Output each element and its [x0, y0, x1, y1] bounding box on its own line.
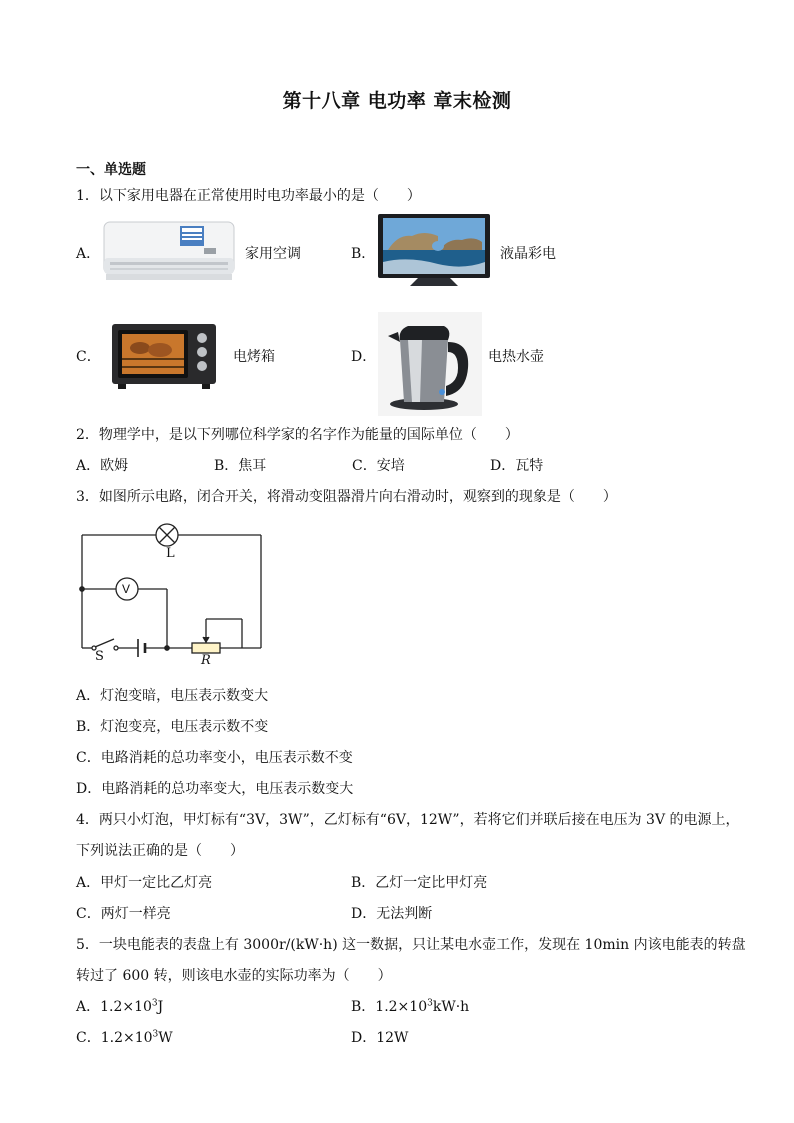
circuit-diagram	[74, 518, 274, 670]
q4-option-c: C．两灯一样亮	[76, 906, 171, 922]
q2-stem: 2．物理学中，是以下列哪位科学家的名字作为能量的国际单位（ ）	[76, 427, 519, 443]
q4-option-a: A．甲灯一定比乙灯亮	[76, 875, 213, 891]
q1-option-a-text: 家用空调	[245, 246, 301, 262]
page-title: 第十八章 电功率 章末检测	[282, 90, 512, 112]
q1-option-a-label: A．	[76, 246, 101, 262]
q4-option-b: B．乙灯一定比甲灯亮	[351, 875, 488, 891]
q2-option-a: A．欧姆	[76, 458, 129, 474]
q1-option-b-text: 液晶彩电	[500, 246, 556, 262]
electric-kettle-image	[378, 312, 482, 416]
lamp-label: L	[166, 546, 175, 561]
q5-stem-line1: 5．一块电能表的表盘上有 3000r/(kW·h) 这一数据，只让某电水壶工作，发现在 10min 内该电能表的转盘	[76, 937, 746, 953]
rheostat-label: R	[201, 653, 211, 668]
air-conditioner-image	[102, 218, 238, 284]
q5-option-b: B．$1.2\times 10^3kW\cdot h$	[351, 998, 470, 1015]
q4-stem-line2: 下列说法正确的是（ ）	[76, 843, 244, 859]
lamp-symbol	[156, 524, 178, 546]
q3-option-a: A．灯泡变暗，电压表示数变大	[76, 688, 269, 704]
q3-option-b: B．灯泡变亮，电压表示数不变	[76, 719, 269, 735]
q1-option-b-label: B．	[351, 246, 376, 262]
q2-option-c: C．安培	[352, 458, 405, 474]
q1-option-c-label: C．	[76, 349, 101, 365]
q1-option-d-label: D．	[351, 349, 377, 365]
q3-option-c: C．电路消耗的总功率变小，电压表示数不变	[76, 750, 353, 766]
electric-oven-image	[112, 322, 216, 390]
q4-stem-line1: 4．两只小灯泡，甲灯标有“3V，3W”，乙灯标有“6V，12W”，若将它们并联后接在电压为 3V 的电源上，	[76, 812, 740, 828]
q5-option-c: C．$1.2\times 10^3W$	[76, 1029, 173, 1046]
q2-option-b: B．焦耳	[214, 458, 267, 474]
q2-option-d: D．瓦特	[490, 458, 544, 474]
q1-stem: 1．以下家用电器在正常使用时电功率最小的是（ ）	[76, 188, 421, 204]
lcd-tv-image	[378, 212, 490, 290]
voltmeter-label: V	[122, 582, 131, 596]
q5-option-a: A．$1.2\times 10^3J$	[76, 998, 164, 1015]
switch-label: S	[95, 649, 104, 664]
q4-option-d: D．无法判断	[351, 906, 433, 922]
q1-option-d-text: 电热水壶	[488, 349, 544, 365]
q5-stem-line2: 转过了 600 转，则该电水壶的实际功率为（ ）	[76, 968, 392, 984]
q3-option-d: D．电路消耗的总功率变大，电压表示数变大	[76, 781, 354, 797]
q3-stem: 3．如图所示电路，闭合开关，将滑动变阻器滑片向右滑动时，观察到的现象是（ ）	[76, 489, 617, 505]
section-heading: 一、单选题	[76, 162, 146, 178]
q1-option-c-text: 电烤箱	[233, 349, 275, 365]
q5-option-d: D．12W	[351, 1030, 409, 1046]
